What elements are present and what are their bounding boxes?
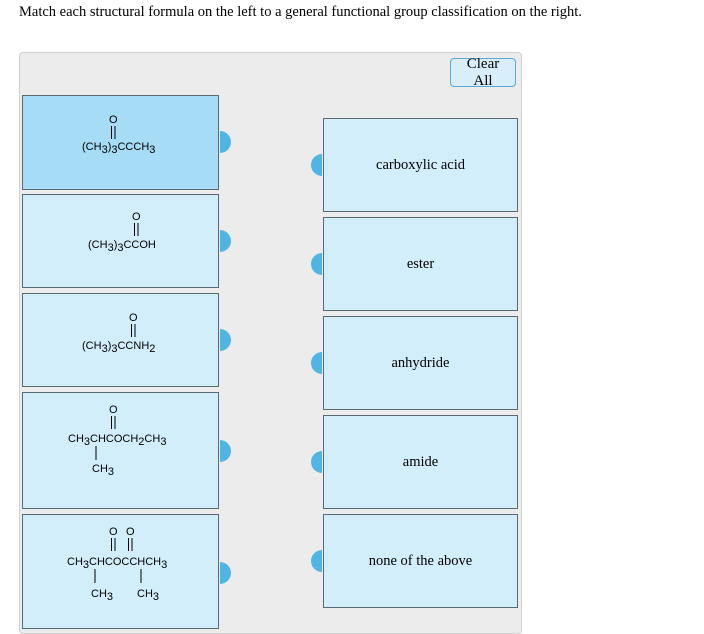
formula-structure-5 (23, 515, 220, 630)
svg-text:O: O (132, 211, 141, 223)
svg-text:O: O (126, 526, 135, 538)
formula-structure-1 (23, 96, 220, 191)
formula-card-3[interactable] (22, 293, 219, 387)
target-card-none[interactable] (323, 514, 518, 608)
svg-text:O: O (109, 404, 118, 416)
target-card-anhydride[interactable] (323, 316, 518, 410)
formula-card-4[interactable] (22, 392, 219, 509)
target-label-2: ester (406, 255, 435, 272)
svg-text:(CH3)3CCCH3: (CH3)3CCCH3 (82, 141, 156, 156)
formula-card-2[interactable] (22, 194, 219, 288)
svg-text:O: O (109, 526, 118, 538)
formula-structure-4 (23, 393, 220, 510)
svg-text:(CH3)3CCNH2: (CH3)3CCNH2 (82, 340, 156, 355)
svg-text:CH3CHCOCH2CH3: CH3CHCOCH2CH3 (68, 433, 167, 448)
svg-text:O: O (129, 312, 138, 324)
target-label-1: carboxylic acid (376, 156, 465, 173)
target-card-amide[interactable] (323, 415, 518, 509)
formula-card-5[interactable] (22, 514, 219, 629)
clear-all-button[interactable]: Clear All (450, 58, 516, 87)
svg-text:CH3: CH3 (137, 588, 160, 603)
svg-text:CH3: CH3 (91, 588, 114, 603)
target-label-5: none of the above (368, 552, 473, 569)
formula-card-1[interactable] (22, 95, 219, 190)
target-card-carboxylic-acid[interactable] (323, 118, 518, 212)
target-label-4: amide (402, 453, 439, 470)
svg-text:CH3: CH3 (92, 463, 115, 478)
svg-text:O: O (109, 114, 118, 126)
target-card-ester[interactable] (323, 217, 518, 311)
target-label-3: anhydride (391, 354, 450, 371)
svg-text:(CH3)3CCOH: (CH3)3CCOH (88, 239, 156, 254)
formula-structure-2 (23, 195, 220, 289)
instructions-text: Match each structural formula on the left to a general functional group classification on the right. (19, 4, 582, 20)
formula-structure-3 (23, 294, 220, 388)
svg-text:CH3CHCOCCHCH3: CH3CHCOCCHCH3 (67, 556, 168, 571)
